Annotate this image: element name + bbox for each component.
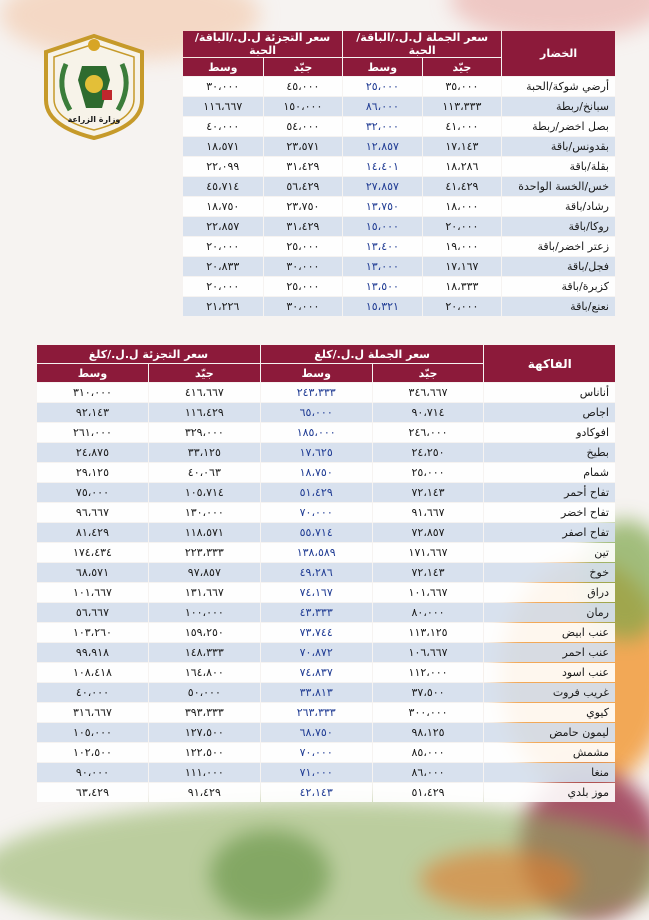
ministry-logo — [40, 30, 148, 142]
wholesale-good-cell: ١٠٦،٦٦٧ — [373, 643, 484, 662]
wholesale-medium-cell: ١٣،٥٠٠ — [343, 277, 421, 296]
wholesale-medium-cell: ٢٧،٨٥٧ — [343, 177, 421, 196]
vegetable-name-cell: بقدونس/باقة — [502, 137, 615, 156]
wholesale-good-cell: ١٠١،٦٦٧ — [373, 583, 484, 602]
retail-medium-cell: ١٨،٧٥٠ — [183, 197, 263, 216]
fruits-wholesale-header: سعر الجملة ل.ل./كلغ — [261, 345, 484, 363]
vegetable-name-cell: خس/الخسة الواحدة — [502, 177, 615, 196]
wholesale-medium-cell: ١٥،٣٢١ — [343, 297, 421, 316]
wholesale-medium-cell: ١٧،٦٢٥ — [261, 443, 372, 462]
wholesale-good-cell: ٨٠،٠٠٠ — [373, 603, 484, 622]
wholesale-medium-cell: ١٨٥،٠٠٠ — [261, 423, 372, 442]
fruit-row — [37, 663, 615, 682]
vegetable-name-cell: روكا/باقة — [502, 217, 615, 236]
retail-medium-cell: ٤٠،٠٠٠ — [37, 683, 148, 702]
fruit-name-cell: ليمون حامض — [484, 723, 615, 742]
retail-medium-cell: ٢٢،٠٩٩ — [183, 157, 263, 176]
wholesale-medium-cell: ٢٤٣،٣٣٣ — [261, 383, 372, 402]
wholesale-good-cell: ١١٣،٣٣٣ — [423, 97, 502, 116]
vegetable-name-cell: رشاد/باقة — [502, 197, 615, 216]
wholesale-good-cell: ٣٠٠،٠٠٠ — [373, 703, 484, 722]
fruit-row — [37, 763, 615, 782]
retail-good-cell: ٢٢٣،٣٣٣ — [149, 543, 260, 562]
fruit-name-cell: عنب ابيض — [484, 623, 615, 642]
retail-medium-cell: ١٠٣،٢٦٠ — [37, 623, 148, 642]
wholesale-good-cell: ١١٣،١٢٥ — [373, 623, 484, 642]
fruit-name-cell: عنب احمر — [484, 643, 615, 662]
retail-good-cell: ١١١،٠٠٠ — [149, 763, 260, 782]
fruit-row — [37, 643, 615, 662]
vegetable-row — [183, 237, 615, 256]
retail-good-cell: ١٤٨،٣٣٣ — [149, 643, 260, 662]
retail-medium-cell: ٤٥،٧١٤ — [183, 177, 263, 196]
retail-medium-cell: ٩٦،٦٦٧ — [37, 503, 148, 522]
retail-medium-cell: ٨١،٤٢٩ — [37, 523, 148, 542]
wholesale-medium-cell: ٧٠،٨٧٢ — [261, 643, 372, 662]
retail-medium-cell: ٩٠،٠٠٠ — [37, 763, 148, 782]
wholesale-good-cell: ٨٦،٠٠٠ — [373, 763, 484, 782]
vegetables-title: الخضار — [502, 31, 615, 76]
vegetable-row — [183, 297, 615, 316]
retail-good-cell: ١١٦،٤٢٩ — [149, 403, 260, 422]
retail-good-cell: ٩٧،٨٥٧ — [149, 563, 260, 582]
wholesale-medium-cell: ٧١،٠٠٠ — [261, 763, 372, 782]
vegetables-wholesale-header: سعر الجملة ل.ل./الباقة/الحبة — [343, 31, 501, 57]
fruit-name-cell: بطيخ — [484, 443, 615, 462]
wholesale-medium-cell: ٥٥،٧١٤ — [261, 523, 372, 542]
wholesale-medium-cell: ٢٦٣،٣٣٣ — [261, 703, 372, 722]
retail-good-cell: ٥٠،٠٠٠ — [149, 683, 260, 702]
fruit-row — [37, 403, 615, 422]
wholesale-good-cell: ١١٢،٠٠٠ — [373, 663, 484, 682]
vegetable-row — [183, 157, 615, 176]
fruit-name-cell: كيوي — [484, 703, 615, 722]
fruits-retail-header: سعر التجزئة ل.ل./كلغ — [37, 345, 260, 363]
fruit-name-cell: تفاح اصفر — [484, 523, 615, 542]
fruits-title: الفاكهة — [484, 345, 615, 382]
wholesale-good-cell: ٥١،٤٢٩ — [373, 783, 484, 802]
retail-medium-cell: ٣١٦،٦٦٧ — [37, 703, 148, 722]
fruits-retail-medium-header: وسط — [37, 364, 148, 382]
wholesale-good-cell: ٣٤٦،٦٦٧ — [373, 383, 484, 402]
wholesale-good-cell: ٩١،٦٦٧ — [373, 503, 484, 522]
wholesale-medium-cell: ٨٦،٠٠٠ — [343, 97, 421, 116]
retail-medium-cell: ٢٢،٨٥٧ — [183, 217, 263, 236]
retail-good-cell: ١٣٠،٠٠٠ — [149, 503, 260, 522]
fruits-price-table — [36, 344, 616, 803]
wholesale-good-cell: ٢٠،٠٠٠ — [423, 217, 502, 236]
fruit-name-cell: تين — [484, 543, 615, 562]
fruit-row — [37, 463, 615, 482]
fruit-name-cell: أناناس — [484, 383, 615, 402]
retail-medium-cell: ٧٥،٠٠٠ — [37, 483, 148, 502]
wholesale-good-cell: ٧٢،٨٥٧ — [373, 523, 484, 542]
retail-good-cell: ٣٢٩،٠٠٠ — [149, 423, 260, 442]
vegetable-row — [183, 97, 615, 116]
wholesale-medium-cell: ١٥،٠٠٠ — [343, 217, 421, 236]
retail-good-cell: ١٠٠،٠٠٠ — [149, 603, 260, 622]
retail-good-cell: ٣٠،٠٠٠ — [264, 297, 343, 316]
retail-medium-cell: ٣٠،٠٠٠ — [183, 77, 263, 96]
fruit-row — [37, 583, 615, 602]
retail-good-cell: ١٢٧،٥٠٠ — [149, 723, 260, 742]
wholesale-good-cell: ١٨،٣٣٣ — [423, 277, 502, 296]
wholesale-good-cell: ٣٥،٠٠٠ — [423, 77, 502, 96]
retail-medium-cell: ٢٦١،٠٠٠ — [37, 423, 148, 442]
wholesale-medium-cell: ١٨،٧٥٠ — [261, 463, 372, 482]
retail-medium-cell: ٦٣،٤٢٩ — [37, 783, 148, 802]
fruit-name-cell: افوكادو — [484, 423, 615, 442]
vegetables-wholesale-medium-header: وسط — [343, 58, 421, 76]
fruits-retail-good-header: جيّد — [149, 364, 260, 382]
vegetables-wholesale-good-header: جيّد — [423, 58, 502, 76]
retail-good-cell: ١٥٠،٠٠٠ — [264, 97, 343, 116]
retail-medium-cell: ٢٩،١٢٥ — [37, 463, 148, 482]
wholesale-medium-cell: ٢٥،٠٠٠ — [343, 77, 421, 96]
vegetable-row — [183, 217, 615, 236]
wholesale-good-cell: ١٧،١٦٧ — [423, 257, 502, 276]
retail-medium-cell: ٢١،٢٢٦ — [183, 297, 263, 316]
fruit-name-cell: منغا — [484, 763, 615, 782]
retail-medium-cell: ١٠٢،٥٠٠ — [37, 743, 148, 762]
wholesale-good-cell: ١٨،٢٨٦ — [423, 157, 502, 176]
vegetable-row — [183, 197, 615, 216]
vegetable-row — [183, 117, 615, 136]
wholesale-good-cell: ٤١،٤٢٩ — [423, 177, 502, 196]
fruit-row — [37, 483, 615, 502]
fruit-row — [37, 683, 615, 702]
fruit-name-cell: غريب فروت — [484, 683, 615, 702]
fruit-row — [37, 603, 615, 622]
fruit-name-cell: تفاح اخضر — [484, 503, 615, 522]
wholesale-good-cell: ١٧١،٦٦٧ — [373, 543, 484, 562]
wholesale-medium-cell: ٦٨،٧٥٠ — [261, 723, 372, 742]
vegetables-retail-good-header: جيّد — [264, 58, 343, 76]
fruit-name-cell: دراق — [484, 583, 615, 602]
vegetable-row — [183, 77, 615, 96]
vegetable-row — [183, 277, 615, 296]
wholesale-good-cell: ٢٤٦،٠٠٠ — [373, 423, 484, 442]
retail-good-cell: ١٠٥،٧١٤ — [149, 483, 260, 502]
retail-medium-cell: ١٠١،٦٦٧ — [37, 583, 148, 602]
retail-good-cell: ٥٦،٤٢٩ — [264, 177, 343, 196]
vegetable-name-cell: كزبرة/باقة — [502, 277, 615, 296]
wholesale-medium-cell: ٧٠،٠٠٠ — [261, 743, 372, 762]
retail-medium-cell: ١٧٤،٤٣٤ — [37, 543, 148, 562]
fruit-row — [37, 723, 615, 742]
retail-good-cell: ٥٤،٠٠٠ — [264, 117, 343, 136]
carrot-decoration — [420, 850, 580, 910]
retail-good-cell: ١٥٩،٢٥٠ — [149, 623, 260, 642]
fruit-row — [37, 563, 615, 582]
retail-good-cell: ٣٠،٠٠٠ — [264, 257, 343, 276]
retail-good-cell: ٢٣،٥٧١ — [264, 137, 343, 156]
wholesale-medium-cell: ٧٣،٧٤٤ — [261, 623, 372, 642]
wholesale-good-cell: ٢٠،٠٠٠ — [423, 297, 502, 316]
retail-good-cell: ١٦٤،٨٠٠ — [149, 663, 260, 682]
wholesale-medium-cell: ١٣،٧٥٠ — [343, 197, 421, 216]
wholesale-medium-cell: ١٤،٤٠١ — [343, 157, 421, 176]
wholesale-medium-cell: ١٣،٤٠٠ — [343, 237, 421, 256]
fruit-row — [37, 423, 615, 442]
vegetables-retail-medium-header: وسط — [183, 58, 263, 76]
vegetable-row — [183, 177, 615, 196]
retail-medium-cell: ١١٦،٦٦٧ — [183, 97, 263, 116]
retail-good-cell: ٣١،٤٢٩ — [264, 217, 343, 236]
vegetable-name-cell: فجل/باقة — [502, 257, 615, 276]
fruit-row — [37, 543, 615, 562]
retail-good-cell: ١٢٢،٥٠٠ — [149, 743, 260, 762]
wholesale-good-cell: ٣٧،٥٠٠ — [373, 683, 484, 702]
fruit-name-cell: مشمش — [484, 743, 615, 762]
wholesale-good-cell: ١٨،٠٠٠ — [423, 197, 502, 216]
vegetable-row — [183, 137, 615, 156]
vegetable-name-cell: بقلة/باقة — [502, 157, 615, 176]
retail-medium-cell: ٩٢،١٤٣ — [37, 403, 148, 422]
fruit-name-cell: خوخ — [484, 563, 615, 582]
fruit-name-cell: اجاص — [484, 403, 615, 422]
wholesale-good-cell: ٩٨،١٢٥ — [373, 723, 484, 742]
vegetables-price-table — [182, 30, 616, 317]
fruit-name-cell: رمان — [484, 603, 615, 622]
wholesale-medium-cell: ٤٣،٣٣٣ — [261, 603, 372, 622]
retail-medium-cell: ١٨،٥٧١ — [183, 137, 263, 156]
wholesale-good-cell: ١٩،٠٠٠ — [423, 237, 502, 256]
vegetable-name-cell: أرضي شوكة/الحبة — [502, 77, 615, 96]
fruit-row — [37, 383, 615, 402]
retail-good-cell: ١١٨،٥٧١ — [149, 523, 260, 542]
retail-good-cell: ٢٣،٧٥٠ — [264, 197, 343, 216]
retail-medium-cell: ٢٤،٨٧٥ — [37, 443, 148, 462]
cabbage-decoration — [210, 830, 330, 920]
retail-medium-cell: ٢٠،٠٠٠ — [183, 237, 263, 256]
retail-medium-cell: ١٠٥،٠٠٠ — [37, 723, 148, 742]
wholesale-good-cell: ٤١،٠٠٠ — [423, 117, 502, 136]
wholesale-medium-cell: ٧٠،٠٠٠ — [261, 503, 372, 522]
retail-good-cell: ٤٠،٠٦٣ — [149, 463, 260, 482]
retail-medium-cell: ٤٠،٠٠٠ — [183, 117, 263, 136]
vegetable-name-cell: نعنع/باقة — [502, 297, 615, 316]
fruit-row — [37, 743, 615, 762]
wholesale-medium-cell: ١٣٨،٥٨٩ — [261, 543, 372, 562]
wholesale-medium-cell: ٥١،٤٢٩ — [261, 483, 372, 502]
vegetable-name-cell: بصل اخضر/ربطة — [502, 117, 615, 136]
retail-good-cell: ٩١،٤٢٩ — [149, 783, 260, 802]
retail-good-cell: ٣٩٣،٣٣٣ — [149, 703, 260, 722]
wholesale-good-cell: ٧٢،١٤٣ — [373, 483, 484, 502]
vegetable-name-cell: زعتر اخضر/باقة — [502, 237, 615, 256]
fruit-row — [37, 503, 615, 522]
retail-medium-cell: ٦٨،٥٧١ — [37, 563, 148, 582]
fruits-wholesale-medium-header: وسط — [261, 364, 372, 382]
wholesale-medium-cell: ٤٢،١٤٣ — [261, 783, 372, 802]
retail-medium-cell: ١٠٨،٤١٨ — [37, 663, 148, 682]
fruit-name-cell: تفاح أحمر — [484, 483, 615, 502]
wholesale-good-cell: ٧٢،١٤٣ — [373, 563, 484, 582]
fruit-name-cell: شمام — [484, 463, 615, 482]
wholesale-good-cell: ٩٠،٧١٤ — [373, 403, 484, 422]
fruit-row — [37, 783, 615, 802]
wholesale-good-cell: ٢٤،٢٥٠ — [373, 443, 484, 462]
wholesale-good-cell: ٨٥،٠٠٠ — [373, 743, 484, 762]
retail-good-cell: ٤٥،٠٠٠ — [264, 77, 343, 96]
wholesale-good-cell: ٢٥،٠٠٠ — [373, 463, 484, 482]
retail-good-cell: ٢٥،٠٠٠ — [264, 277, 343, 296]
fruit-row — [37, 703, 615, 722]
retail-medium-cell: ٣١٠،٠٠٠ — [37, 383, 148, 402]
ministry-logo-text: وزارة الزراعة — [67, 115, 121, 124]
retail-medium-cell: ٢٠،٨٣٣ — [183, 257, 263, 276]
wholesale-good-cell: ١٧،١٤٣ — [423, 137, 502, 156]
wholesale-medium-cell: ١٢،٨٥٧ — [343, 137, 421, 156]
wholesale-medium-cell: ٣٣،٨١٣ — [261, 683, 372, 702]
retail-good-cell: ١٣١،٦٦٧ — [149, 583, 260, 602]
fruit-row — [37, 623, 615, 642]
fruit-row — [37, 443, 615, 462]
retail-good-cell: ٤١٦،٦٦٧ — [149, 383, 260, 402]
fruit-row — [37, 523, 615, 542]
retail-good-cell: ٣٣،١٢٥ — [149, 443, 260, 462]
wholesale-medium-cell: ٧٤،١٦٧ — [261, 583, 372, 602]
wholesale-medium-cell: ٣٢،٠٠٠ — [343, 117, 421, 136]
vegetable-name-cell: سبانخ/ربطة — [502, 97, 615, 116]
wholesale-medium-cell: ٤٩،٢٨٦ — [261, 563, 372, 582]
wholesale-medium-cell: ٦٥،٠٠٠ — [261, 403, 372, 422]
retail-medium-cell: ٩٩،٩١٨ — [37, 643, 148, 662]
vegetable-row — [183, 257, 615, 276]
fruits-wholesale-good-header: جيّد — [373, 364, 484, 382]
wholesale-medium-cell: ٧٤،٨٣٧ — [261, 663, 372, 682]
retail-good-cell: ٣١،٤٢٩ — [264, 157, 343, 176]
retail-medium-cell: ٥٦،٦٦٧ — [37, 603, 148, 622]
vegetables-retail-header: سعر التجزئة ل.ل./الباقة/الحبة — [183, 31, 342, 57]
fruit-name-cell: عنب اسود — [484, 663, 615, 682]
fruit-name-cell: موز بلدي — [484, 783, 615, 802]
retail-medium-cell: ٢٠،٠٠٠ — [183, 277, 263, 296]
wholesale-medium-cell: ١٣،٠٠٠ — [343, 257, 421, 276]
retail-good-cell: ٢٥،٠٠٠ — [264, 237, 343, 256]
